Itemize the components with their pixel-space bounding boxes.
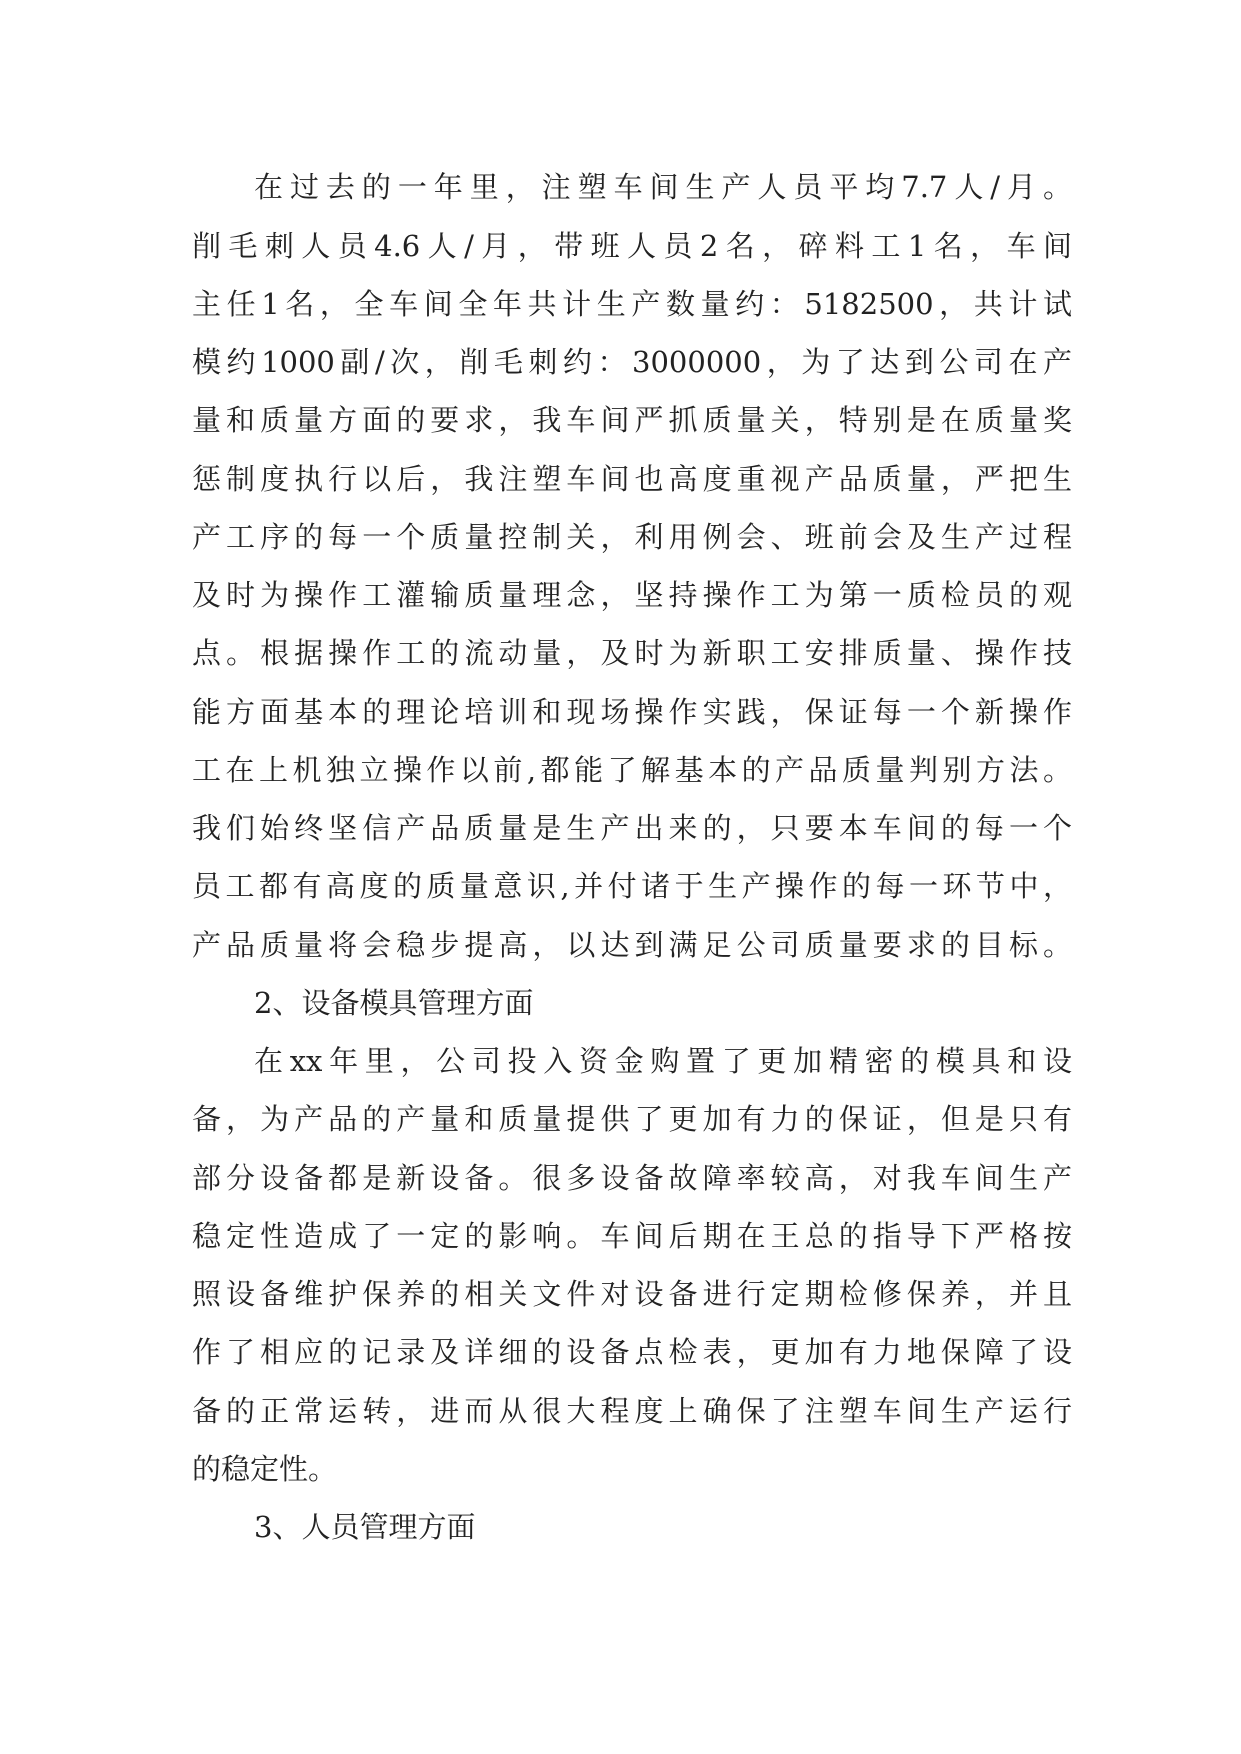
text-line: 备的正常运转，进而从很大程度上确保了注塑车间生产运行 bbox=[192, 1394, 1072, 1428]
text-line: 作了相应的记录及详细的设备点检表，更加有力地保障了设 bbox=[192, 1335, 1072, 1369]
text-line: 点。根据操作工的流动量，及时为新职工安排质量、操作技 bbox=[192, 636, 1072, 670]
text-line: 稳定性造成了一定的影响。车间后期在王总的指导下严格按 bbox=[192, 1219, 1072, 1253]
text-line: 照设备维护保养的相关文件对设备进行定期检修保养，并且 bbox=[192, 1277, 1072, 1311]
text-line: 员工都有高度的质量意识,并付诸于生产操作的每一环节中， bbox=[192, 869, 1072, 903]
text-line: 量和质量方面的要求，我车间严抓质量关，特别是在质量奖 bbox=[192, 403, 1072, 437]
section-heading: 2、设备模具管理方面 bbox=[254, 986, 534, 1020]
text-line: 备，为产品的产量和质量提供了更加有力的保证，但是只有 bbox=[192, 1102, 1072, 1136]
text-line: 能方面基本的理论培训和现场操作实践，保证每一个新操作 bbox=[192, 695, 1072, 729]
text-line: 削毛刺人员4.6人/月，带班人员2名，碎料工1名，车间 bbox=[192, 229, 1072, 263]
text-line: 在xx年里，公司投入资金购置了更加精密的模具和设 bbox=[254, 1044, 1072, 1078]
text-line: 的稳定性。 bbox=[192, 1452, 338, 1486]
text-line: 我们始终坚信产品质量是生产出来的，只要本车间的每一个 bbox=[192, 811, 1072, 845]
text-line: 部分设备都是新设备。很多设备故障率较高，对我车间生产 bbox=[192, 1161, 1072, 1195]
text-line: 主任1名，全车间全年共计生产数量约：5182500，共计试 bbox=[192, 287, 1072, 321]
text-line: 及时为操作工灌输质量理念，坚持操作工为第一质检员的观 bbox=[192, 578, 1072, 612]
text-line: 在过去的一年里，注塑车间生产人员平均7.7人/月。 bbox=[254, 170, 1072, 204]
text-line: 惩制度执行以后，我注塑车间也高度重视产品质量，严把生 bbox=[192, 462, 1072, 496]
text-line: 产工序的每一个质量控制关，利用例会、班前会及生产过程 bbox=[192, 520, 1072, 554]
text-line: 模约1000副/次，削毛刺约：3000000，为了达到公司在产 bbox=[192, 345, 1072, 379]
text-line: 工在上机独立操作以前,都能了解基本的产品质量判别方法。 bbox=[192, 753, 1072, 787]
section-heading: 3、人员管理方面 bbox=[254, 1510, 476, 1544]
text-line: 产品质量将会稳步提高，以达到满足公司质量要求的目标。 bbox=[192, 928, 1072, 962]
